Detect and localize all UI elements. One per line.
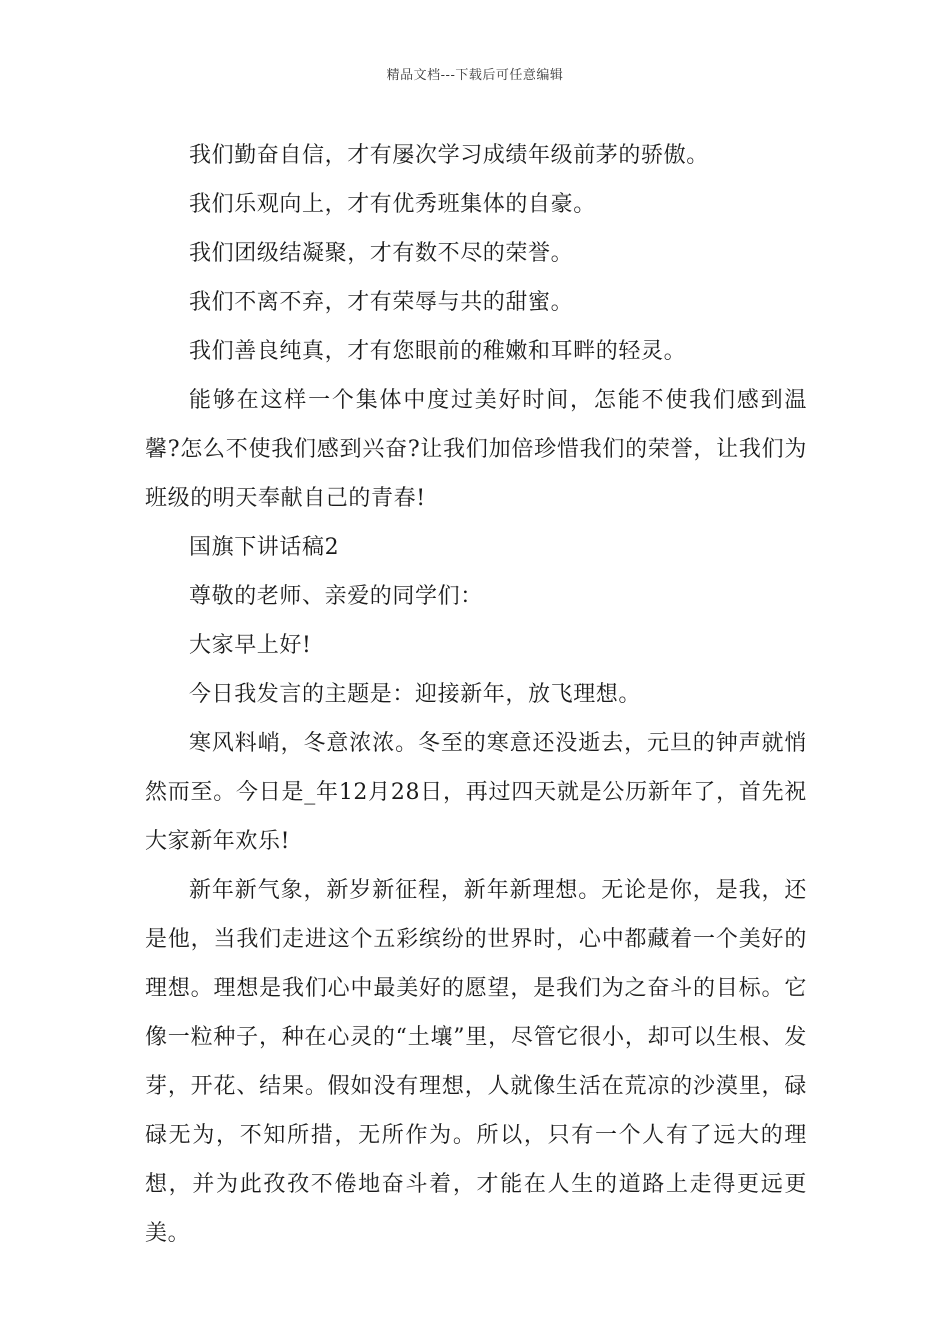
paragraph-3: 我们团级结凝聚，才有数不尽的荣誉。 (189, 241, 574, 266)
paragraph-11: 寒风料峭，冬意浓浓。冬至的寒意还没逝去，元旦的钟声就悄然而至。今日是_年12月28日，再过四天就是公历新年了，首先祝大家新年欢乐! (145, 731, 807, 854)
salutation: 尊敬的老师、亲爱的同学们： (189, 584, 483, 609)
page-header: 精品文档---下载后可任意编辑 (386, 68, 564, 83)
paragraph-theme: 今日我发言的主题是：迎接新年，放飞理想。 (189, 682, 642, 707)
paragraph-5: 我们善良纯真，才有您眼前的稚嫩和耳畔的轻灵。 (189, 339, 687, 364)
paragraph-6: 能够在这样一个集体中度过美好时间，怎能不使我们感到温馨?怎么不使我们感到兴奋?让我们加倍珍惜我们的荣誉，让我们为班级的明天奉献自己的青春! (145, 388, 807, 511)
document-body (145, 131, 807, 1258)
paragraph-2: 我们乐观向上，才有优秀班集体的自豪。 (189, 192, 596, 217)
paragraph-1: 我们勤奋自信，才有屡次学习成绩年级前茅的骄傲。 (189, 143, 709, 168)
section-title: 国旗下讲话稿2 (189, 535, 340, 560)
paragraph-12: 新年新气象，新岁新征程，新年新理想。无论是你，是我，还是他，当我们走进这个五彩缤纷的世界时，心中都藏着一个美好的理想。理想是我们心中最美好的愿望，是我们为之奋斗的目标。它像一粒种子，种在心灵的“土壤”里，尽管它很小，却可以生根、发芽，开花、结果。假如没有理想，人就像生活在荒凉的沙漠里，碌碌无为，不知所措，无所作为。所以，只有一个人有了远大的理想，并为此孜孜不倦地奋斗着，才能在人生的道路上走得更远更美。 (145, 878, 807, 1246)
greeting: 大家早上好! (189, 633, 312, 658)
paragraph-4: 我们不离不弃，才有荣辱与共的甜蜜。 (189, 290, 574, 315)
